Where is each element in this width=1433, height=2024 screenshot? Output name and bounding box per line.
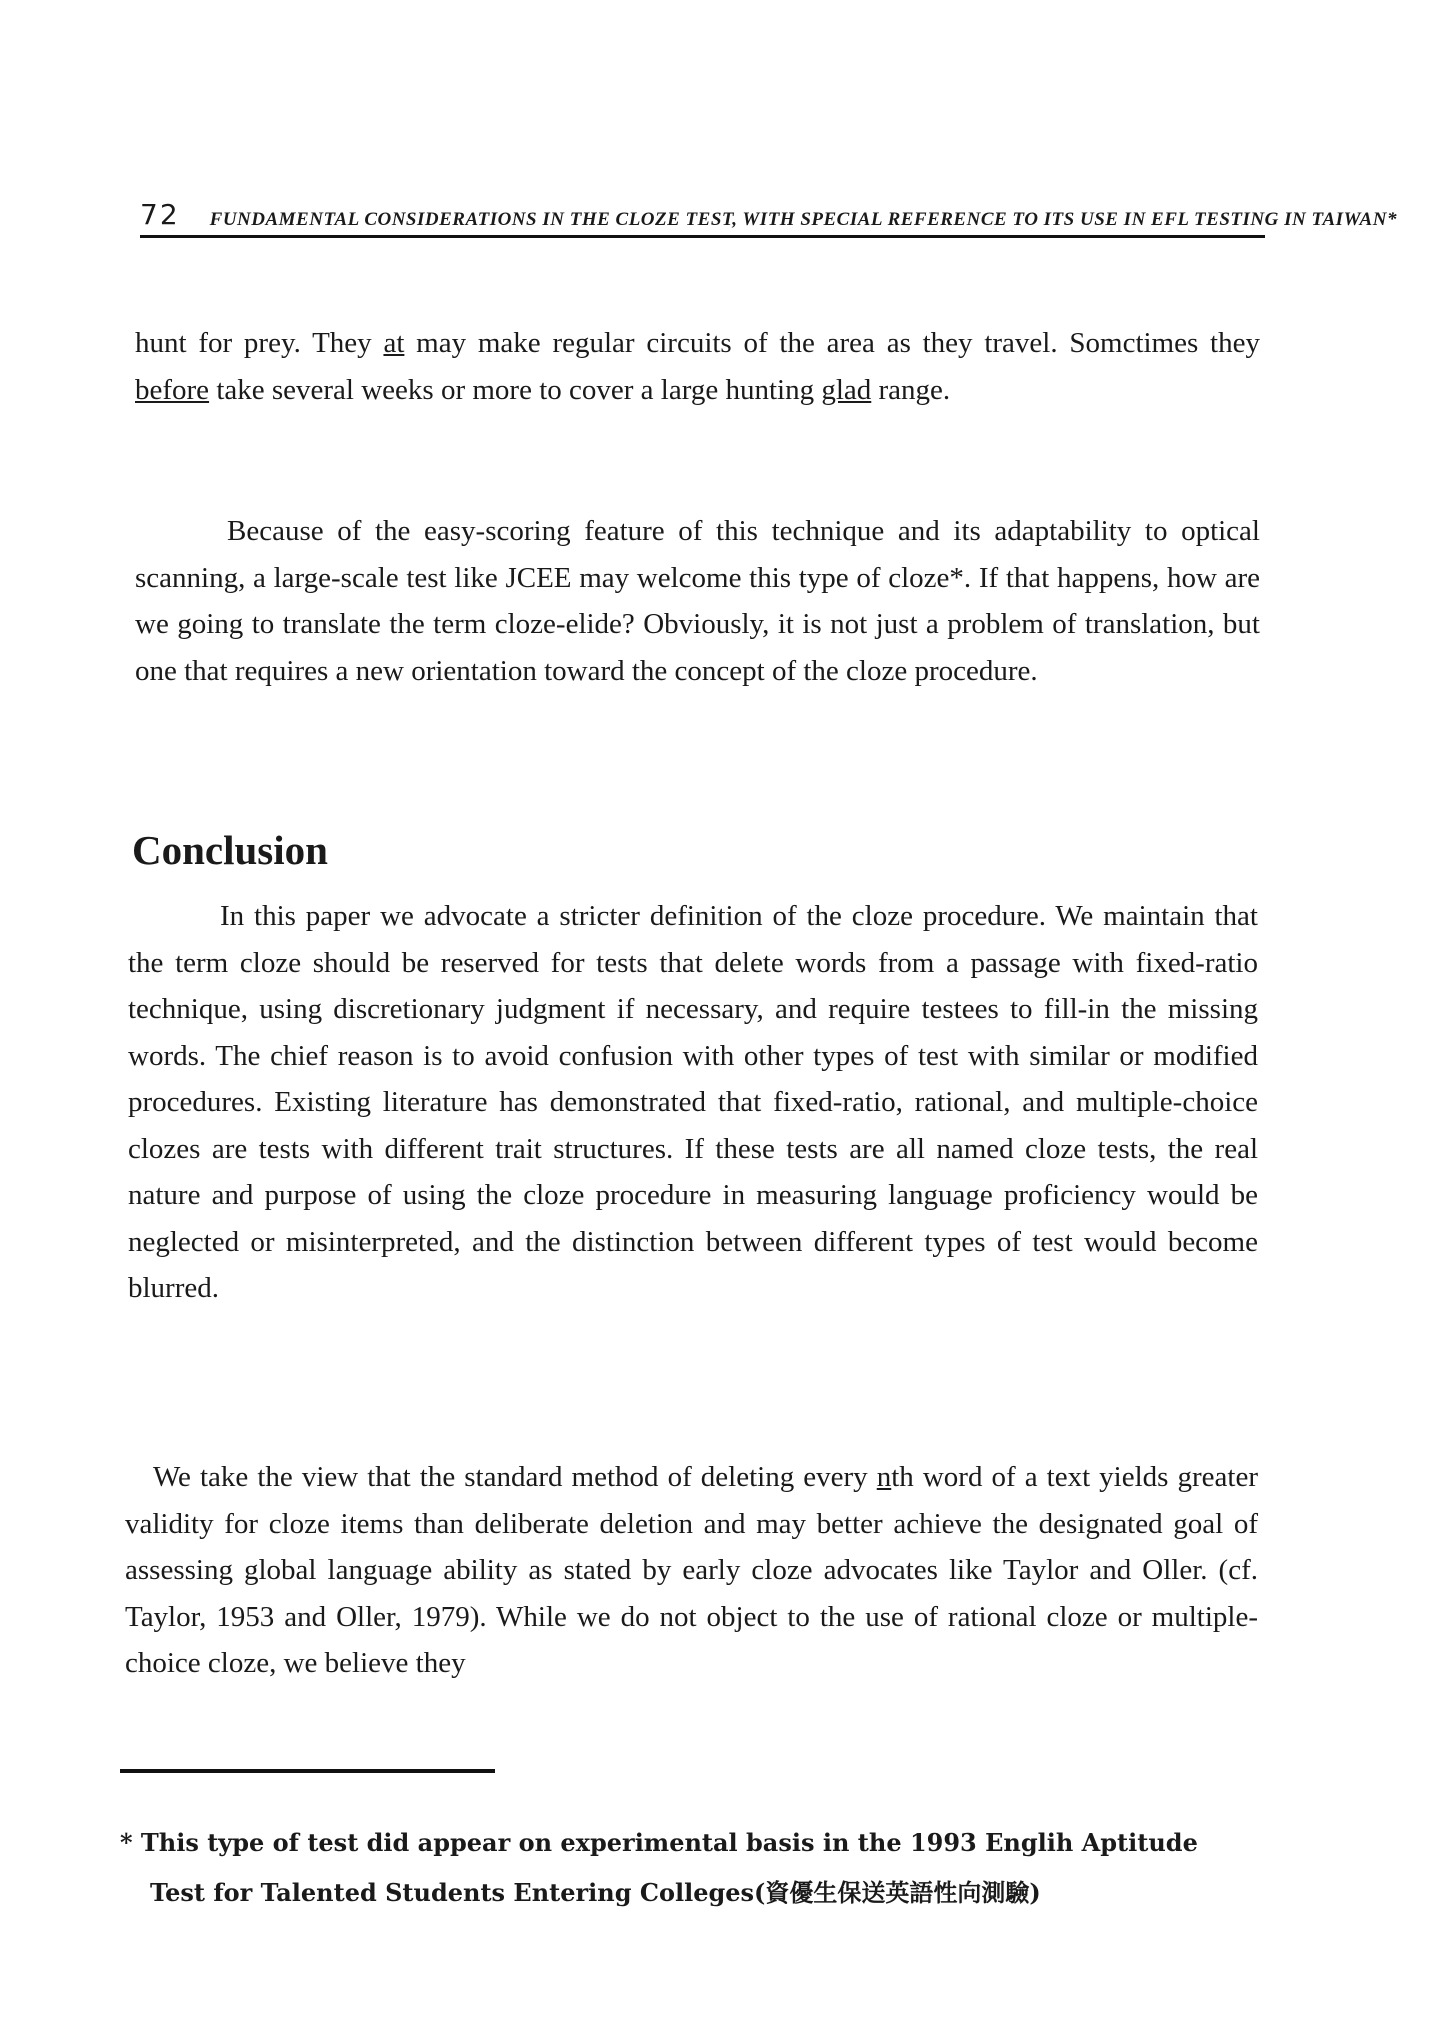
text-run: take several weeks or more to cover a large hunting (209, 373, 822, 406)
running-header (140, 196, 1397, 238)
body-paragraph-continued (135, 320, 1260, 413)
running-title: FUNDAMENTAL CONSIDERATIONS IN THE CLOZE TEST, WITH SPECIAL REFERENCE TO ITS USE IN EFL TESTING IN TAIWAN* (209, 209, 1397, 230)
footnote-line-1: * This type of test did appear on experimental basis in the 1993 Englih Aptitude (120, 1828, 1198, 1857)
underlined-word: n (876, 1461, 892, 1493)
underlined-word: before (135, 373, 210, 406)
footnote (120, 1818, 1265, 1918)
conclusion-paragraph-1 (128, 893, 1258, 1312)
body-paragraph (135, 508, 1260, 694)
text-run: range. (871, 373, 951, 406)
footnote-divider (120, 1769, 495, 1773)
text-run: We take the view that the standard method of deleting every (153, 1461, 877, 1493)
paragraph-text: In this paper we advocate a stricter definition of the cloze procedure. We maintain that the term cloze should be reserved for tests that delete words from a passage with fixed-ratio technique, using discretionary judgment if necessary, and require testees to fill-in the missing words. The chief reason is to avoid confusion with other types of test with similar or modified procedures. Existing literature has demonstrated that fixed-ratio, rational, and multiple-choice clozes are tests with different trait structures. If these tests are all named cloze tests, the real nature and purpose of using the cloze procedure in measuring language proficiency would be neglected or misinterpreted, and the distinction between different types of test would become blurred. (128, 900, 1258, 1304)
text-run: may make regular circuits of the area as they travel. Somctimes they (404, 327, 1260, 359)
underlined-word: glad (821, 373, 872, 406)
text-run: th word of a text yields greater validity for cloze items than deliberate deletion and may better achieve the designated goal of assessing global language ability as stated by early cloze advocates like Taylor and Oller. (cf. Taylor, 1953 and Oller, 1979). While we do not object to the use of rational cloze or multiple-choice cloze, we believe they (125, 1461, 1258, 1679)
conclusion-paragraph-2 (125, 1454, 1258, 1687)
underlined-word: at (383, 327, 405, 359)
text-run: hunt for prey. They (135, 327, 384, 359)
footnote-line-2: Test for Talented Students Entering Colleges(資優生保送英語性向測驗) (150, 1878, 1041, 1907)
page-number: 72 (140, 198, 180, 231)
section-heading: Conclusion (132, 827, 328, 873)
paragraph-text: Because of the easy-scoring feature of this technique and its adaptability to optical scanning, a large-scale test like JCEE may welcome this type of cloze*. If that happens, how are we going to translate the term cloze-elide? Obviously, it is not just a problem of translation, but one that requires a new orientation toward the concept of the cloze procedure. (135, 515, 1260, 687)
